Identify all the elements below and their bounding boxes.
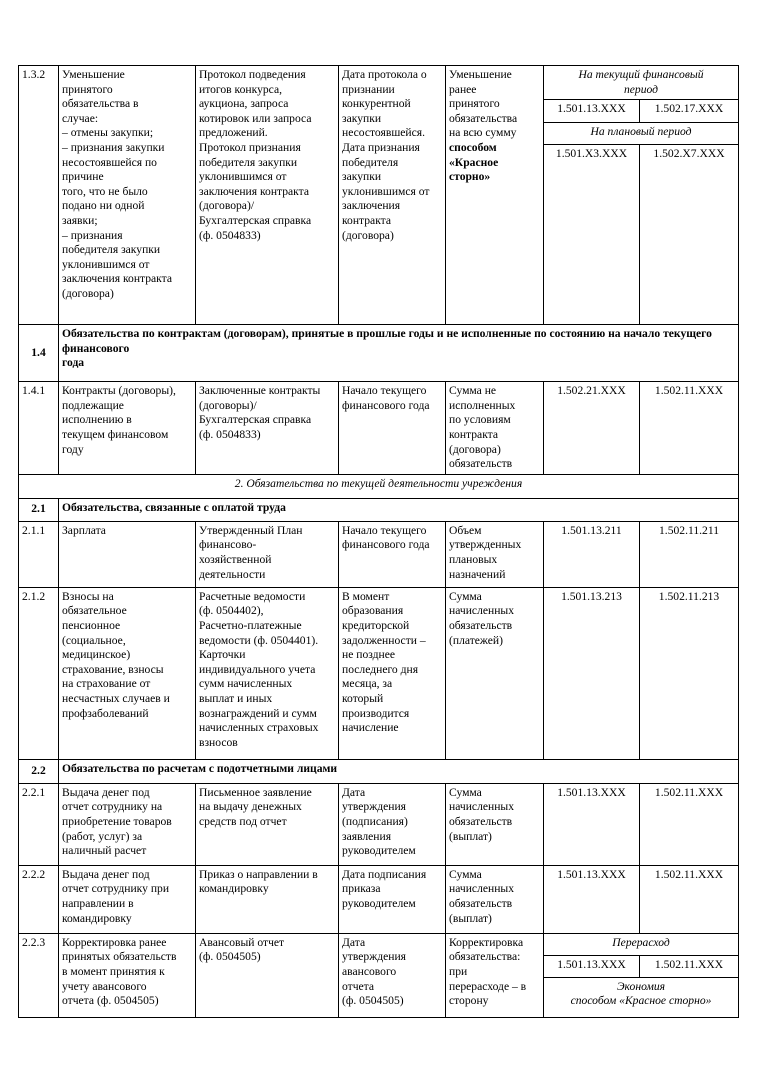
section-title: Обязательства, связанные с оплатой труда <box>59 498 739 521</box>
credit-account: 1.502.11.XXX <box>640 783 739 865</box>
obligation-name: Корректировка ранее принятых обязательств в момент принятия к учету авансового отчета (ф. 0504505) <box>59 933 196 1017</box>
debit-account: 1.501.13.XXX <box>544 783 640 865</box>
section-row <box>19 474 739 498</box>
row-number: 2.1.1 <box>19 521 59 587</box>
credit-account: 1.502.X7.XXX <box>640 145 739 325</box>
amount-cell <box>446 66 544 325</box>
overspend-label: Перерасход <box>544 933 739 955</box>
row-number: 2.2.1 <box>19 783 59 865</box>
credit-account: 1.502.17.XXX <box>640 100 739 123</box>
document-cell: Заключенные контракты (договоры)/ Бухгалтерская справка (ф. 0504833) <box>196 382 339 475</box>
table-row <box>19 865 739 933</box>
row-number: 1.4.1 <box>19 382 59 475</box>
section-number: 2.2 <box>19 759 59 783</box>
date-cell: В момент образования кредиторской задолженности – не позднее последнего дня месяца, за который производится начисление <box>339 587 446 759</box>
debit-account: 1.501.X3.XXX <box>544 145 640 325</box>
section-number: 2.1 <box>19 498 59 521</box>
section-row <box>19 498 739 521</box>
date-cell: Дата подписания приказа руководителем <box>339 865 446 933</box>
row-number: 2.2.2 <box>19 865 59 933</box>
amount-cell: Сумма начисленных обязательств (выплат) <box>446 865 544 933</box>
obligation-name: Выдача денег под отчет сотруднику при направлении в командировку <box>59 865 196 933</box>
accounting-table <box>18 65 739 1018</box>
table-row <box>19 783 739 865</box>
debit-account: 1.501.13.XXX <box>544 100 640 123</box>
obligation-name: Выдача денег под отчет сотруднику на приобретение товаров (работ, услуг) за наличный расчет <box>59 783 196 865</box>
document-cell: Утвержденный План финансово- хозяйственной деятельности <box>196 521 339 587</box>
row-number: 2.1.2 <box>19 587 59 759</box>
row-number: 1.3.2 <box>19 66 59 325</box>
credit-account: 1.502.11.XXX <box>640 955 739 977</box>
date-cell: Начало текущего финансового года <box>339 382 446 475</box>
document-cell: Письменное заявление на выдачу денежных средств под отчет <box>196 783 339 865</box>
section-title: 2. Обязательства по текущей деятельности учреждения <box>19 474 739 498</box>
section-row <box>19 325 739 382</box>
date-cell: Дата утверждения (подписания) заявления руководителем <box>339 783 446 865</box>
date-cell: Дата утверждения авансового отчета (ф. 0504505) <box>339 933 446 1017</box>
current-period-label: На текущий финансовый период <box>544 66 739 100</box>
amount-cell: Сумма не исполненных по условиям контракта (договора) обязательств <box>446 382 544 475</box>
credit-account: 1.502.11.XXX <box>640 382 739 475</box>
obligation-name: Взносы на обязательное пенсионное (социальное, медицинское) страхование, взносы на страхование от несчастных случаев и профзаболеваний <box>59 587 196 759</box>
amount-cell: Корректировка обязательства: при перерасходе – в сторону <box>446 933 544 1017</box>
debit-account: 1.501.13.XXX <box>544 955 640 977</box>
table-row <box>19 521 739 587</box>
obligation-name: Уменьшение принятого обязательства в случае: – отмены закупки; – признания закупки несостоявшейся по причине того, что не было подано ни одной заявки; – признания победителя закупки уклонившимся от заключения контракта (договора) <box>59 66 196 325</box>
table-row <box>19 587 739 759</box>
document-cell: Протокол подведения итогов конкурса, аукциона, запроса котировок или запроса предложений. Протокол признания победителя закупки уклонившимся от заключения контракта (договора)/ Бухгалтерская справка (ф. 0504833) <box>196 66 339 325</box>
debit-account: 1.501.13.213 <box>544 587 640 759</box>
debit-account: 1.501.13.211 <box>544 521 640 587</box>
amount-method-text: способом «Красное сторно» <box>449 140 499 184</box>
amount-text: Уменьшение ранее принятого обязательства на всю сумму <box>449 68 518 140</box>
section-number: 1.4 <box>19 325 59 382</box>
debit-account: 1.502.21.XXX <box>544 382 640 475</box>
date-cell: Дата протокола о признании конкурентной закупки несостоявшейся. Дата признания победителя закупки уклонившимся от заключения контракта (договора) <box>339 66 446 325</box>
section-title: Обязательства по расчетам с подотчетными лицами <box>59 759 739 783</box>
savings-label: Экономия способом «Красное сторно» <box>544 977 739 1017</box>
credit-account: 1.502.11.XXX <box>640 865 739 933</box>
table-row <box>19 66 739 100</box>
plan-period-label: На плановый период <box>544 123 739 145</box>
table-row <box>19 382 739 475</box>
document-cell: Расчетные ведомости (ф. 0504402), Расчетно-платежные ведомости (ф. 0504401). Карточки индивидуального учета сумм начисленных выплат и иных вознаграждений и сумм начисленных страховых взносов <box>196 587 339 759</box>
document-cell: Приказ о направлении в командировку <box>196 865 339 933</box>
credit-account: 1.502.11.213 <box>640 587 739 759</box>
date-cell: Начало текущего финансового года <box>339 521 446 587</box>
section-title: Обязательства по контрактам (договорам), принятые в прошлые годы и не исполненные по состоянию на начало текущего финансового года <box>59 325 739 382</box>
obligation-name: Зарплата <box>59 521 196 587</box>
credit-account: 1.502.11.211 <box>640 521 739 587</box>
amount-cell: Сумма начисленных обязательств (выплат) <box>446 783 544 865</box>
document-cell: Авансовый отчет (ф. 0504505) <box>196 933 339 1017</box>
debit-account: 1.501.13.XXX <box>544 865 640 933</box>
table-row <box>19 933 739 955</box>
amount-cell: Сумма начисленных обязательств (платежей) <box>446 587 544 759</box>
row-number: 2.2.3 <box>19 933 59 1017</box>
section-row <box>19 759 739 783</box>
obligation-name: Контракты (договоры), подлежащие исполнению в текущем финансовом году <box>59 382 196 475</box>
amount-cell: Объем утвержденных плановых назначений <box>446 521 544 587</box>
